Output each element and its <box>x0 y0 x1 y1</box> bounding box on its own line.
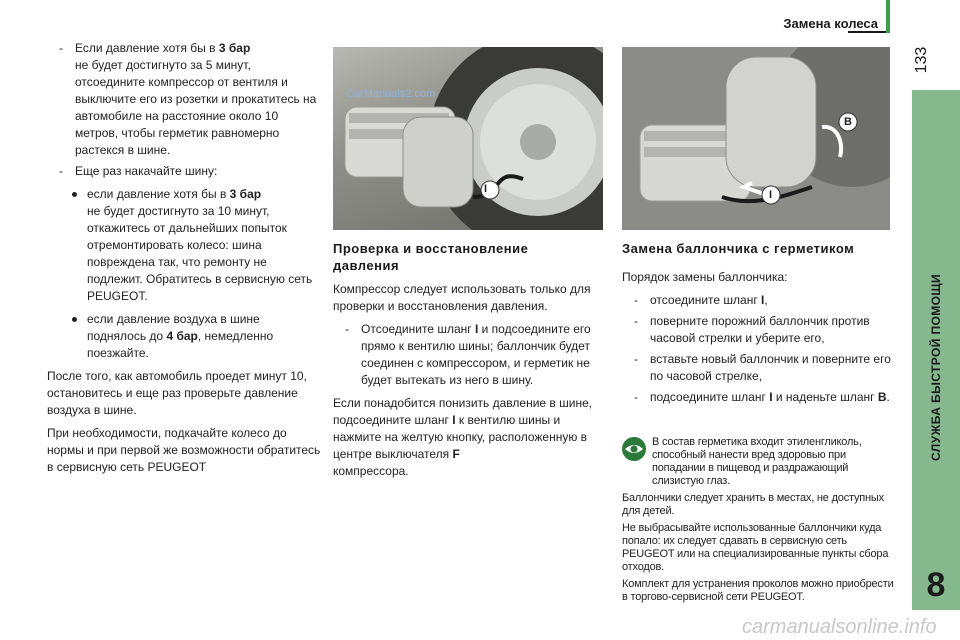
paragraph: Если понадобится понизить давление в шине, подсоедините шланг I к вентилю шины и нажмите на желтую кнопку, расположенную в центре выключателя F компрессора. <box>333 396 593 478</box>
watermark: CarManuals2.com <box>346 88 436 100</box>
chapter-number: 8 <box>926 566 946 604</box>
list-item: - поверните порожний баллончик против часовой стрелки и уберите его, <box>634 314 870 345</box>
list-item: - Отсоедините шланг I и подсоедините его прямо к вентилю шины; баллончик будет соединен с компрессором, и герметик не будет вытекать из него в шину. <box>345 322 591 387</box>
sub-list-item: если давление хотя бы в 3 бар не будет достигнуто за 10 минут, откажитесь от дальнейших попыток отремонтировать колесо: шина повреждена так, что ремонту не подлежит. Обратитесь в сервисную сеть PEUGEOT. <box>47 186 322 305</box>
paragraph: При необходимости, подкачайте колесо до нормы и при первой же возможности обратитесь в сервисную сеть PEUGEOT <box>47 426 321 474</box>
header-accent <box>886 0 890 33</box>
paragraph: Компрессор следует использовать только для проверки и восстановления давления. <box>333 282 591 313</box>
compressor-wheel-photo <box>333 47 603 230</box>
safety-note <box>622 436 900 608</box>
paragraph: После того, как автомобиль проедет минут 10, остановитесь и еще раз проверьте давление воздуха в шине. <box>47 369 307 417</box>
list-item: - Если давление хотя бы в 3 бар не будет достигнуто за 5 минут, отсоедините компрессор от вентиля и выключите его из розетки и прокатитесь на автомобиле на расстояние около 10 метров, чтобы герметик равномерно растекся в шине. <box>59 41 317 157</box>
bullet-icon <box>72 317 77 322</box>
page-number: 133 <box>913 46 930 74</box>
list-item: - вставьте новый баллончик и поверните его по часовой стрелке, <box>634 352 891 383</box>
photo-label-b: B <box>844 116 852 128</box>
watermark: carmanualsonline.info <box>742 616 937 638</box>
list-item: - Еще раз накачайте шину: <box>59 164 218 178</box>
section-title: Замена колеса <box>783 16 878 31</box>
column-middle <box>333 281 603 480</box>
column-right <box>622 240 902 410</box>
note-text: Баллончики следует хранить в местах, не доступных для детей. <box>622 492 884 517</box>
note-text: Комплект для устранения проколов можно приобрести в торгово-сервисной сети PEUGEOT. <box>622 578 894 603</box>
list-item: - отсоедините шланг I, <box>634 293 768 307</box>
header-rule <box>848 31 888 33</box>
list-item: - подсоедините шланг I и наденьте шланг B. <box>634 390 890 404</box>
note-text: Не выбрасывайте использованные баллончики куда попало: их следует сдавать в сервисную сеть PEUGEOT или на специализированные пункты сбора отходов. <box>622 522 889 573</box>
photo-label-i: I <box>769 189 773 201</box>
column-left <box>47 40 322 476</box>
photo-label-i: I <box>484 183 488 195</box>
heading-pressure: Проверка и восстановление давления <box>333 241 529 273</box>
sub-list-item: если давление воздуха в шине поднялось до 4 бар, немедленно поезжайте. <box>47 311 322 362</box>
chapter-tab-label: СЛУЖБА БЫСТРОЙ ПОМОЩИ <box>929 273 943 461</box>
paragraph: Порядок замены баллончика: <box>622 270 788 284</box>
cartridge-replace-photo <box>622 47 890 230</box>
note-text: В состав герметика входит этиленгликоль, способный нанести вред здоровью при попадании в пищевод и раздражающий слизистую глаз. <box>652 436 862 487</box>
bullet-icon <box>72 192 77 197</box>
heading-cartridge: Замена баллончика с герметиком <box>622 241 855 256</box>
